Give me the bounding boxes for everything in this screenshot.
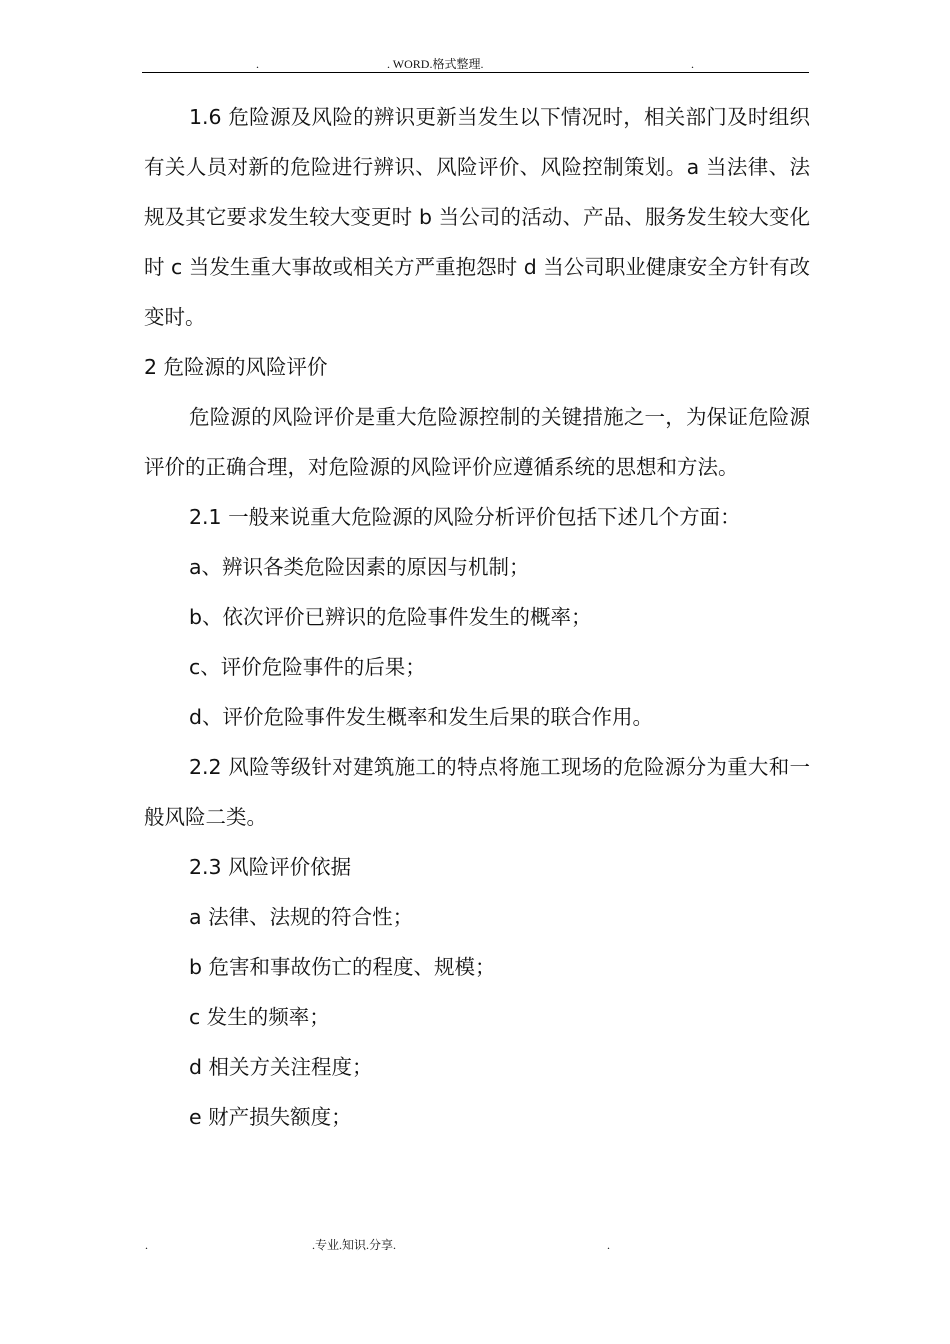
paragraph-2-1: 2.1 一般来说重大危险源的风险分析评价包括下述几个方面： [189,505,741,529]
paragraph-2-2: 2.2 风险等级针对建筑施工的特点将施工现场的危险源分为重大和一般风险二类。 [144,755,810,829]
footer-right-mark: . [607,1238,610,1252]
section-heading-2: 2 危险源的风险评价 [144,355,328,379]
list-item-c: c、评价危险事件的后果； [189,655,426,679]
basis-item-b: b 危害和事故伤亡的程度、规模； [189,955,496,979]
basis-item-a: a 法律、法规的符合性； [189,905,414,929]
paragraph-2-3: 2.3 风险评价依据 [189,855,352,879]
paragraph-1-6-hazard-identification-update: 1.6 危险源及风险的辨识更新当发生以下情况时，相关部门及时组织有关人员对新的危险进行辨识、风险评价、风险控制策划。a 当法律、法规及其它要求发生较大变更时 b 当公司的活动、产品、服务发生较大变化时 c 当发生重大事故或相关方严重抱怨时 d 当公司职业健康安全方针有改变时。 [144,105,810,329]
basis-item-e: e 财产损失额度； [189,1105,352,1129]
footer-left-mark: . [145,1238,148,1252]
basis-item-d: d 相关方关注程度； [189,1055,373,1079]
list-item-b: b、依次评价已辨识的危险事件发生的概率； [189,605,592,629]
page-footer [142,1237,809,1253]
header-right-mark: . [691,57,694,71]
document-body [144,92,810,1142]
list-item-a: a、辨识各类危险因素的原因与机制； [189,555,530,579]
paragraph-risk-evaluation-intro: 危险源的风险评价是重大危险源控制的关键措施之一，为保证危险源评价的正确合理，对危险源的风险评价应遵循系统的思想和方法。 [144,405,810,479]
header-title: . WORD.格式整理. [387,57,484,71]
header-left-mark: . [256,57,259,71]
footer-text: .专业.知识.分享. [312,1238,397,1252]
basis-item-c: c 发生的频率； [189,1005,330,1029]
header-rule [142,72,809,73]
page-header [142,56,809,72]
list-item-d: d、评价危险事件发生概率和发生后果的联合作用。 [189,705,654,729]
